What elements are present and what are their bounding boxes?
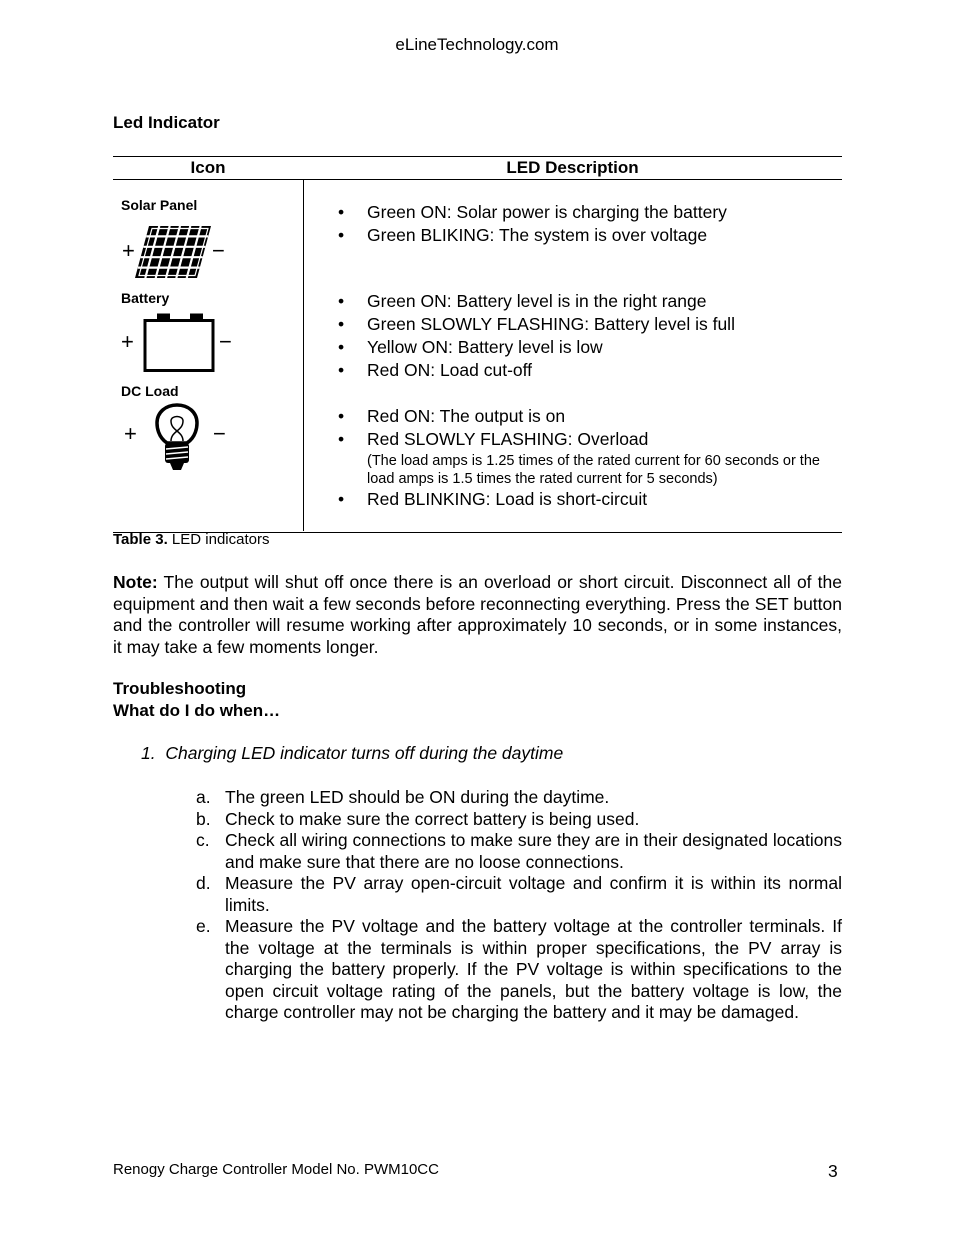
site-header: eLineTechnology.com: [395, 35, 559, 54]
dc-load-minus-sign: −: [213, 421, 226, 446]
table-caption: [113, 531, 269, 548]
column-divider: [303, 180, 304, 531]
solar-minus-sign: −: [212, 238, 225, 263]
step-marker: b.: [196, 808, 211, 829]
list-item: • Yellow ON: Battery level is low: [338, 336, 735, 359]
troubleshooting-title: Troubleshooting: [113, 679, 247, 698]
led-section-title: Led Indicator: [113, 113, 220, 132]
step-marker: e.: [196, 916, 211, 936]
list-item: • Green ON: Solar power is charging the battery: [338, 201, 727, 224]
battery-plus-sign: +: [121, 329, 134, 354]
footer-model: Renogy Charge Controller Model No. PWM10CC: [113, 1161, 439, 1178]
list-item-text: Red SLOWLY FLASHING: Overload: [367, 429, 649, 449]
step-text: Measure the PV voltage and the battery voltage at the controller terminals. If the voltage at the terminals is within proper specifications, the PV array is charging the battery properly. If the PV voltage is within specifications to the open circuit voltage rating of the panels, but the battery voltage is low, the charge controller may not be charging the battery and it may be damaged.: [225, 916, 842, 1022]
item-number: 1.: [141, 743, 156, 763]
icon-label-battery: Battery: [121, 290, 170, 306]
col-header-icon: Icon: [190, 158, 226, 177]
list-item: • Red ON: Load cut-off: [338, 359, 735, 382]
step-text: Measure the PV array open-circuit voltage and confirm it is within its normal limits.: [225, 873, 842, 915]
list-item: • Green BLIKING: The system is over voltage: [338, 224, 727, 247]
list-item: [196, 916, 842, 1024]
caption-label: Table 3.: [113, 531, 168, 548]
list-item: [196, 787, 842, 809]
overload-note: (The load amps is 1.25 times of the rated current for 60 seconds or the load amps is 1.5 times the rated current for 5 seconds): [367, 453, 820, 487]
list-item: [196, 830, 842, 873]
step-text: Check all wiring connections to make sure they are in their designated locations and make sure that there are no loose connections.: [225, 830, 842, 872]
note-label: Note:: [113, 572, 158, 592]
step-marker: a.: [196, 787, 211, 807]
troubleshooting-subtitle: What do I do when…: [113, 701, 281, 720]
dc-load-plus-sign: +: [124, 421, 137, 446]
solar-panel-description: [338, 201, 727, 247]
solar-plus-sign: +: [122, 238, 135, 263]
battery-description: [338, 290, 735, 382]
troubleshooting-steps: [196, 787, 842, 1024]
icon-label-solar-panel: Solar Panel: [121, 197, 198, 213]
caption-text: LED indicators: [167, 531, 270, 548]
solar-panel-icon: [135, 223, 215, 281]
list-item: • Red BLINKING: Load is short-circuit: [338, 488, 842, 511]
list-item: [338, 428, 842, 488]
list-item: [196, 809, 842, 831]
dc-load-description: [338, 405, 842, 511]
battery-minus-sign: −: [219, 329, 232, 354]
step-marker: d.: [196, 873, 211, 893]
list-item: [196, 873, 842, 916]
note-paragraph: [113, 572, 842, 658]
step-text: Check to make sure the correct battery is being used.: [225, 808, 640, 829]
col-header-description: LED Description: [506, 158, 639, 177]
numbered-item: [141, 743, 563, 764]
list-item: • Green ON: Battery level is in the right range: [338, 290, 735, 313]
step-marker: c.: [196, 830, 210, 850]
list-item: • Green SLOWLY FLASHING: Battery level is full: [338, 313, 735, 336]
light-bulb-icon: [155, 403, 199, 473]
header-divider: [113, 179, 842, 180]
battery-icon: [143, 312, 215, 374]
led-table: [113, 156, 842, 533]
list-item: • Red ON: The output is on: [338, 405, 842, 428]
step-text: The green LED should be ON during the daytime.: [225, 787, 610, 807]
item-text: Charging LED indicator turns off during the daytime: [165, 743, 564, 763]
note-text: The output will shut off once there is an overload or short circuit. Disconnect all of the equipment and then wait a few seconds before reconnecting everything. Press the SET button and the controller will resume working after approximately 10 seconds, or in some instances, it may take a few moments longer.: [113, 572, 842, 657]
icon-label-dc-load: DC Load: [121, 383, 179, 399]
page-number: 3: [828, 1161, 838, 1181]
